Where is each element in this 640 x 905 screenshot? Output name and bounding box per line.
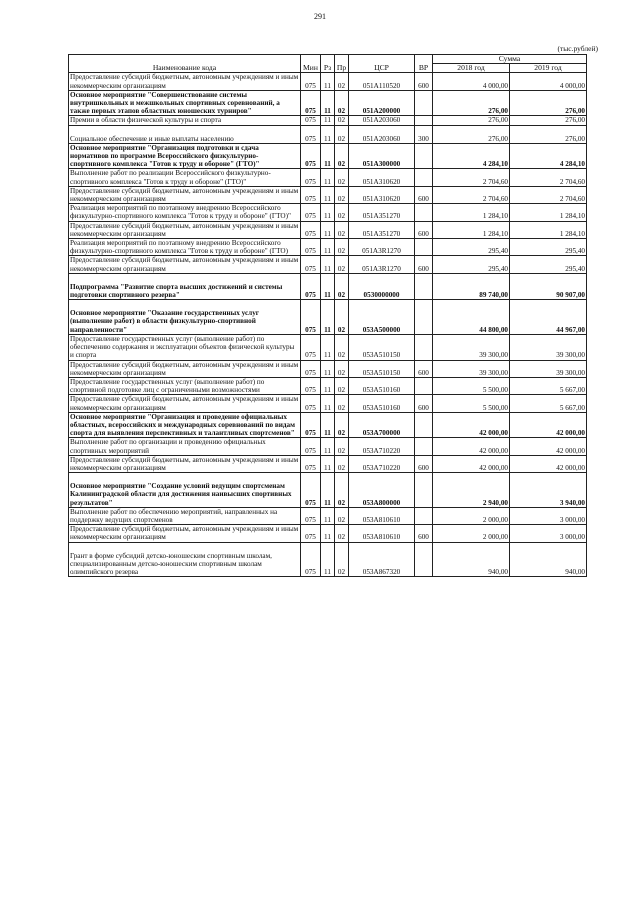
- cell-name: Выполнение работ по обеспечению мероприятий, направленных на поддержку ведущих спортсменов: [69, 507, 301, 524]
- table-row: [69, 273, 587, 299]
- cell-vr: [415, 473, 433, 508]
- cell-pr: 02: [335, 542, 349, 577]
- cell-rz: 11: [321, 125, 335, 143]
- cell-y2018: 2 704,60: [433, 169, 510, 186]
- cell-name: Предоставление субсидий бюджетным, автономным учреждениям и иным некоммерческим организациям: [69, 221, 301, 238]
- cell-y2018: 4 000,00: [433, 73, 510, 90]
- cell-csr: 053А810610: [349, 525, 415, 542]
- table-row: [69, 473, 587, 508]
- cell-y2019: 2 704,60: [510, 186, 587, 203]
- cell-csr: 051А3R1270: [349, 256, 415, 273]
- cell-vr: [415, 116, 433, 125]
- cell-csr: 051А200000: [349, 90, 415, 116]
- table-row: [69, 169, 587, 186]
- table-row: [69, 125, 587, 143]
- header-2019: 2019 год: [510, 64, 587, 73]
- cell-y2018: 276,00: [433, 125, 510, 143]
- cell-y2018: 89 740,00: [433, 273, 510, 299]
- cell-rz: 11: [321, 300, 335, 335]
- cell-pr: 02: [335, 256, 349, 273]
- cell-min: 075: [301, 116, 321, 125]
- cell-rz: 11: [321, 90, 335, 116]
- cell-y2019: 44 967,00: [510, 300, 587, 335]
- cell-vr: [415, 273, 433, 299]
- cell-vr: [415, 143, 433, 169]
- table-row: [69, 334, 587, 360]
- cell-y2019: 4 284,10: [510, 143, 587, 169]
- table-row: [69, 455, 587, 472]
- cell-name: Предоставление субсидий бюджетным, автономным учреждениям и иным некоммерческим организациям: [69, 395, 301, 412]
- cell-csr: 051А110520: [349, 73, 415, 90]
- cell-vr: 600: [415, 221, 433, 238]
- cell-pr: 02: [335, 125, 349, 143]
- cell-name: Реализация мероприятий по поэтапному внедрению Всероссийского физкультурно-спортивного комплекса "Готов к труду и обороне" (ГТО)": [69, 204, 301, 221]
- table-row: [69, 186, 587, 203]
- cell-min: 075: [301, 300, 321, 335]
- table-row: [69, 395, 587, 412]
- table-row: [69, 239, 587, 256]
- cell-pr: 02: [335, 186, 349, 203]
- cell-min: 075: [301, 169, 321, 186]
- cell-rz: 11: [321, 507, 335, 524]
- cell-vr: [415, 90, 433, 116]
- cell-pr: 02: [335, 73, 349, 90]
- cell-min: 075: [301, 221, 321, 238]
- cell-min: 075: [301, 273, 321, 299]
- cell-csr: 051А310620: [349, 169, 415, 186]
- cell-pr: 02: [335, 273, 349, 299]
- unit-label: (тыс.рублей): [557, 44, 598, 53]
- cell-rz: 11: [321, 239, 335, 256]
- header-sum: Сумма: [433, 55, 587, 64]
- cell-rz: 11: [321, 395, 335, 412]
- table-row: [69, 221, 587, 238]
- cell-y2018: 42 000,00: [433, 438, 510, 455]
- table-row: [69, 73, 587, 90]
- cell-y2019: 276,00: [510, 116, 587, 125]
- header-vr: ВР: [415, 55, 433, 73]
- header-csr: ЦСР: [349, 55, 415, 73]
- page-number: 291: [314, 12, 326, 21]
- cell-name: Предоставление субсидий бюджетным, автономным учреждениям и иным некоммерческим организациям: [69, 525, 301, 542]
- cell-y2018: 4 284,10: [433, 143, 510, 169]
- table-row: [69, 204, 587, 221]
- cell-vr: 600: [415, 360, 433, 377]
- cell-y2018: 1 284,10: [433, 204, 510, 221]
- budget-table: [68, 54, 587, 577]
- cell-rz: 11: [321, 221, 335, 238]
- cell-min: 075: [301, 360, 321, 377]
- cell-min: 075: [301, 73, 321, 90]
- table-row: [69, 507, 587, 524]
- cell-name: Основное мероприятие "Создание условий ведущим спортсменам Калининградской области для достижения наивысших спортивных результатов": [69, 473, 301, 508]
- cell-rz: 11: [321, 412, 335, 438]
- cell-csr: 053А700000: [349, 412, 415, 438]
- cell-y2018: 2 940,00: [433, 473, 510, 508]
- cell-pr: 02: [335, 239, 349, 256]
- cell-csr: 053А867320: [349, 542, 415, 577]
- cell-rz: 11: [321, 116, 335, 125]
- cell-name: Выполнение работ по реализации Всероссийского физкультурно-спортивного комплекса "Готов к труду и обороне" (ГТО)": [69, 169, 301, 186]
- cell-y2019: 2 704,60: [510, 169, 587, 186]
- cell-pr: 02: [335, 204, 349, 221]
- cell-vr: 600: [415, 186, 433, 203]
- cell-min: 075: [301, 143, 321, 169]
- cell-vr: [415, 204, 433, 221]
- cell-y2019: 295,40: [510, 256, 587, 273]
- cell-y2019: 90 907,00: [510, 273, 587, 299]
- cell-csr: 053А500000: [349, 300, 415, 335]
- cell-min: 075: [301, 455, 321, 472]
- cell-name: Премии в области физической культуры и спорта: [69, 116, 301, 125]
- cell-vr: [415, 412, 433, 438]
- cell-y2018: 940,00: [433, 542, 510, 577]
- cell-pr: 02: [335, 169, 349, 186]
- cell-min: 075: [301, 334, 321, 360]
- cell-y2019: 1 284,10: [510, 221, 587, 238]
- cell-csr: 053А710220: [349, 455, 415, 472]
- header-rz: Рз: [321, 55, 335, 73]
- cell-csr: 053А510160: [349, 377, 415, 394]
- cell-min: 075: [301, 204, 321, 221]
- cell-pr: 02: [335, 90, 349, 116]
- cell-csr: 053А510150: [349, 360, 415, 377]
- cell-name: Выполнение работ по организации и проведению официальных спортивных мероприятий: [69, 438, 301, 455]
- cell-vr: 600: [415, 455, 433, 472]
- cell-pr: 02: [335, 473, 349, 508]
- cell-vr: 600: [415, 256, 433, 273]
- cell-csr: 051А300000: [349, 143, 415, 169]
- cell-vr: [415, 438, 433, 455]
- cell-y2019: 276,00: [510, 125, 587, 143]
- cell-name: Предоставление субсидий бюджетным, автономным учреждениям и иным некоммерческим организациям: [69, 360, 301, 377]
- cell-rz: 11: [321, 273, 335, 299]
- cell-rz: 11: [321, 334, 335, 360]
- cell-name: Предоставление субсидий бюджетным, автономным учреждениям и иным некоммерческим организациям: [69, 186, 301, 203]
- cell-name: Предоставление субсидий бюджетным, автономным учреждениям и иным некоммерческим организациям: [69, 256, 301, 273]
- cell-rz: 11: [321, 186, 335, 203]
- cell-rz: 11: [321, 473, 335, 508]
- cell-y2019: 42 000,00: [510, 438, 587, 455]
- cell-rz: 11: [321, 377, 335, 394]
- cell-rz: 11: [321, 438, 335, 455]
- cell-pr: 02: [335, 360, 349, 377]
- cell-y2019: 39 300,00: [510, 360, 587, 377]
- cell-rz: 11: [321, 204, 335, 221]
- cell-csr: 051А203060: [349, 116, 415, 125]
- cell-y2018: 5 500,00: [433, 395, 510, 412]
- cell-min: 075: [301, 473, 321, 508]
- cell-name: Подпрограмма "Развитие спорта высших достижений и системы подготовки спортивного резерва": [69, 273, 301, 299]
- cell-min: 075: [301, 125, 321, 143]
- cell-y2019: 42 000,00: [510, 455, 587, 472]
- cell-y2019: 39 300,00: [510, 334, 587, 360]
- cell-y2018: 42 000,00: [433, 412, 510, 438]
- cell-csr: 0530000000: [349, 273, 415, 299]
- cell-vr: [415, 239, 433, 256]
- cell-csr: 053А800000: [349, 473, 415, 508]
- cell-csr: 053А510160: [349, 395, 415, 412]
- cell-pr: 02: [335, 221, 349, 238]
- cell-y2019: 276,00: [510, 90, 587, 116]
- cell-name: Реализация мероприятий по поэтапному внедрению Всероссийского физкультурно-спортивного комплекса "Готов к труду и обороне" (ГТО): [69, 239, 301, 256]
- cell-y2018: 295,40: [433, 239, 510, 256]
- cell-csr: 051А351270: [349, 221, 415, 238]
- cell-min: 075: [301, 412, 321, 438]
- cell-pr: 02: [335, 334, 349, 360]
- table-row: [69, 360, 587, 377]
- cell-rz: 11: [321, 525, 335, 542]
- cell-y2018: 5 500,00: [433, 377, 510, 394]
- cell-y2019: 3 940,00: [510, 473, 587, 508]
- cell-y2018: 2 704,60: [433, 186, 510, 203]
- cell-rz: 11: [321, 256, 335, 273]
- header-name: Наименование кода: [69, 55, 301, 73]
- cell-min: 075: [301, 377, 321, 394]
- cell-vr: 600: [415, 73, 433, 90]
- cell-min: 075: [301, 256, 321, 273]
- cell-name: Предоставление государственных услуг (выполнение работ) по спортивной подготовке лиц с ограниченными возможностями: [69, 377, 301, 394]
- cell-vr: [415, 300, 433, 335]
- cell-csr: 051А203060: [349, 125, 415, 143]
- cell-vr: [415, 542, 433, 577]
- cell-csr: 051А3R1270: [349, 239, 415, 256]
- cell-rz: 11: [321, 542, 335, 577]
- cell-pr: 02: [335, 116, 349, 125]
- cell-vr: [415, 377, 433, 394]
- table-row: [69, 143, 587, 169]
- cell-csr: 053А510150: [349, 334, 415, 360]
- cell-csr: 051А351270: [349, 204, 415, 221]
- cell-name: Основное мероприятие "Организация подготовки и сдача нормативов по программе Всероссийского физкультурно-спортивного комплекса "Готов к труду и обороне" (ГТО)": [69, 143, 301, 169]
- cell-y2018: 276,00: [433, 116, 510, 125]
- cell-min: 075: [301, 438, 321, 455]
- table-row: [69, 542, 587, 577]
- cell-rz: 11: [321, 455, 335, 472]
- cell-rz: 11: [321, 73, 335, 90]
- cell-name: Основное мероприятие "Совершенствование системы внутришкольных и межшкольных спортивных соревнований, а также первых этапов областных юношеских турниров": [69, 90, 301, 116]
- cell-y2019: 5 667,00: [510, 395, 587, 412]
- cell-vr: [415, 169, 433, 186]
- table-row: [69, 300, 587, 335]
- cell-y2018: 39 300,00: [433, 360, 510, 377]
- header-pr: Пр: [335, 55, 349, 73]
- cell-pr: 02: [335, 395, 349, 412]
- cell-y2018: 44 800,00: [433, 300, 510, 335]
- table-row: [69, 116, 587, 125]
- cell-pr: 02: [335, 377, 349, 394]
- cell-y2019: 4 000,00: [510, 73, 587, 90]
- cell-rz: 11: [321, 143, 335, 169]
- cell-y2019: 5 667,00: [510, 377, 587, 394]
- cell-min: 075: [301, 395, 321, 412]
- cell-vr: 300: [415, 125, 433, 143]
- table-row: [69, 438, 587, 455]
- cell-y2018: 2 000,00: [433, 525, 510, 542]
- cell-min: 075: [301, 239, 321, 256]
- cell-pr: 02: [335, 507, 349, 524]
- cell-name: Предоставление субсидий бюджетным, автономным учреждениям и иным некоммерческим организациям: [69, 73, 301, 90]
- cell-y2019: 295,40: [510, 239, 587, 256]
- cell-pr: 02: [335, 412, 349, 438]
- cell-y2019: 42 000,00: [510, 412, 587, 438]
- table-row: [69, 525, 587, 542]
- cell-rz: 11: [321, 360, 335, 377]
- cell-y2019: 1 284,10: [510, 204, 587, 221]
- table-row: [69, 256, 587, 273]
- cell-vr: [415, 334, 433, 360]
- table-row: [69, 412, 587, 438]
- table-row: [69, 90, 587, 116]
- cell-pr: 02: [335, 143, 349, 169]
- cell-y2018: 276,00: [433, 90, 510, 116]
- cell-y2019: 3 000,00: [510, 525, 587, 542]
- cell-min: 075: [301, 542, 321, 577]
- cell-y2019: 940,00: [510, 542, 587, 577]
- cell-name: Основное мероприятие "Оказание государственных услуг (выполнение работ) в области физкультурно-спортивной направленности": [69, 300, 301, 335]
- header-2018: 2018 год: [433, 64, 510, 73]
- cell-csr: 051А310620: [349, 186, 415, 203]
- cell-y2019: 3 000,00: [510, 507, 587, 524]
- cell-csr: 053А710220: [349, 438, 415, 455]
- header-min: Мин: [301, 55, 321, 73]
- cell-min: 075: [301, 525, 321, 542]
- cell-y2018: 42 000,00: [433, 455, 510, 472]
- cell-y2018: 2 000,00: [433, 507, 510, 524]
- cell-vr: [415, 507, 433, 524]
- cell-name: Предоставление субсидий бюджетным, автономным учреждениям и иным некоммерческим организациям: [69, 455, 301, 472]
- table-row: [69, 377, 587, 394]
- cell-name: Грант в форме субсидий детско-юношеским спортивным школам, специализированным детско-юношеским спортивным школам олимпийского резерва: [69, 542, 301, 577]
- cell-vr: 600: [415, 525, 433, 542]
- cell-csr: 053А810610: [349, 507, 415, 524]
- cell-rz: 11: [321, 169, 335, 186]
- cell-y2018: 1 284,10: [433, 221, 510, 238]
- cell-pr: 02: [335, 300, 349, 335]
- cell-vr: 600: [415, 395, 433, 412]
- cell-pr: 02: [335, 455, 349, 472]
- cell-pr: 02: [335, 438, 349, 455]
- cell-y2018: 39 300,00: [433, 334, 510, 360]
- cell-name: Основное мероприятие "Организация и проведение официальных областных, всероссийских и международных соревнований по видам спорта для выявления перспективных и талантливых спортсменов": [69, 412, 301, 438]
- cell-pr: 02: [335, 525, 349, 542]
- cell-min: 075: [301, 507, 321, 524]
- cell-name: Предоставление государственных услуг (выполнение работ) по обеспечению содержания и эксплуатации объектов физической культуры и спорта: [69, 334, 301, 360]
- cell-min: 075: [301, 90, 321, 116]
- cell-y2018: 295,40: [433, 256, 510, 273]
- cell-name: Социальное обеспечение и иные выплаты населению: [69, 125, 301, 143]
- cell-min: 075: [301, 186, 321, 203]
